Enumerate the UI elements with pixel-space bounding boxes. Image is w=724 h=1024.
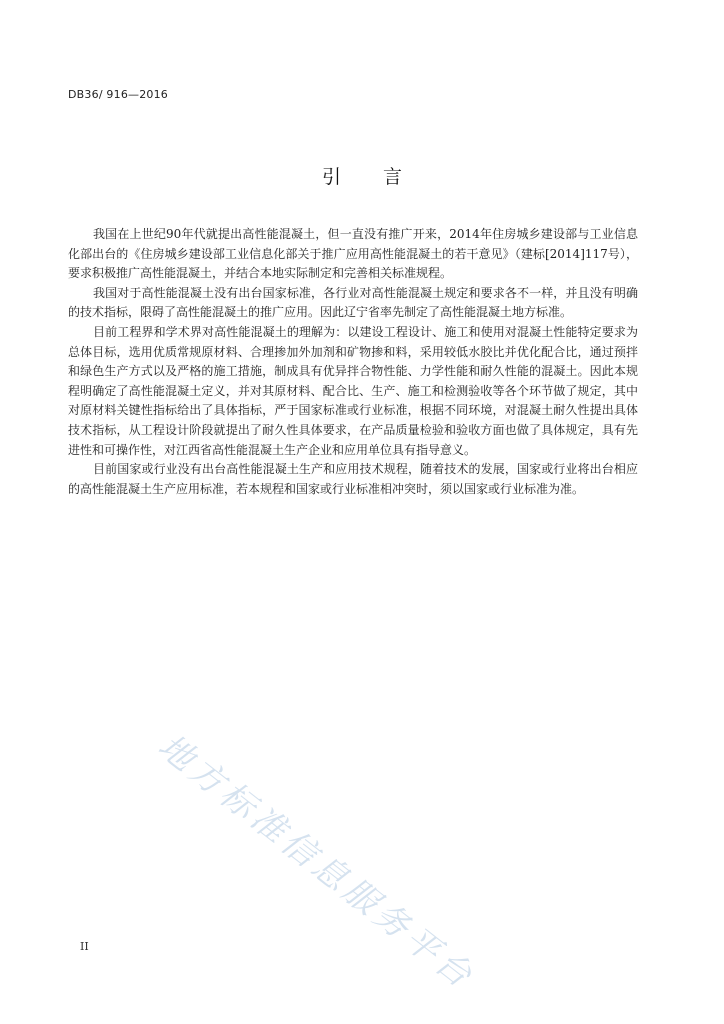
page-number: II [80,940,89,953]
watermark: 地方标准信息服务平台 [150,726,483,998]
section-title: 引 言 [321,166,421,188]
paragraph: 我国对于高性能混凝土没有出台国家标准，各行业对高性能混凝土规定和要求各不一样，并且没有明确的技术指标，限碍了高性能混凝土的推广应用。因此辽宁省率先制定了高性能混凝土地方标准。 [68,285,638,320]
paragraph: 目前工程界和学术界对高性能混凝土的理解为：以建设工程设计、施工和使用对混凝土性能特定要求为总体目标，选用优质常规原材料、合理掺加外加剂和矿物掺和料，采用较低水胶比并优化配合比，通过预拌和绿色生产方式以及严格的施工措施，制成具有优异拌合物性能、力学性能和耐久性能的混凝土。因此本规程明确定了高性能混凝土定义，并对其原材料、配合比、生产、施工和检测验收等各个环节做了规定，其中对原材料关键性指标给出了具体指标，严于国家标准或行业标准，根据不同环境，对混凝土耐久性提出具体技术指标，从工程设计阶段就提出了耐久性具体要求，在产品质量检验和验收方面也做了具体规定，具有先进性和可操作性，对江西省高性能混凝土生产企业和应用单位具有指导意义。 [68,324,638,457]
document-code: DB36/ 916—2016 [68,88,169,101]
paragraph: 目前国家或行业没有出台高性能混凝土生产和应用技术规程，随着技术的发展，国家或行业将出台相应的高性能混凝土生产应用标准，若本规程和国家或行业标准相冲突时，须以国家或行业标准为准。 [68,462,638,496]
body-text [68,225,638,499]
paragraph: 我国在上世纪90年代就提出高性能混凝土，但一直没有推广开来，2014年住房城乡建设部与工业信息化部出台的《住房城乡建设部工业信息化部关于推广应用高性能混凝土的若干意见》（建标[2014]117号），要求积极推广高性能混凝土，并结合本地实际制定和完善相关标准规程。 [68,227,638,281]
